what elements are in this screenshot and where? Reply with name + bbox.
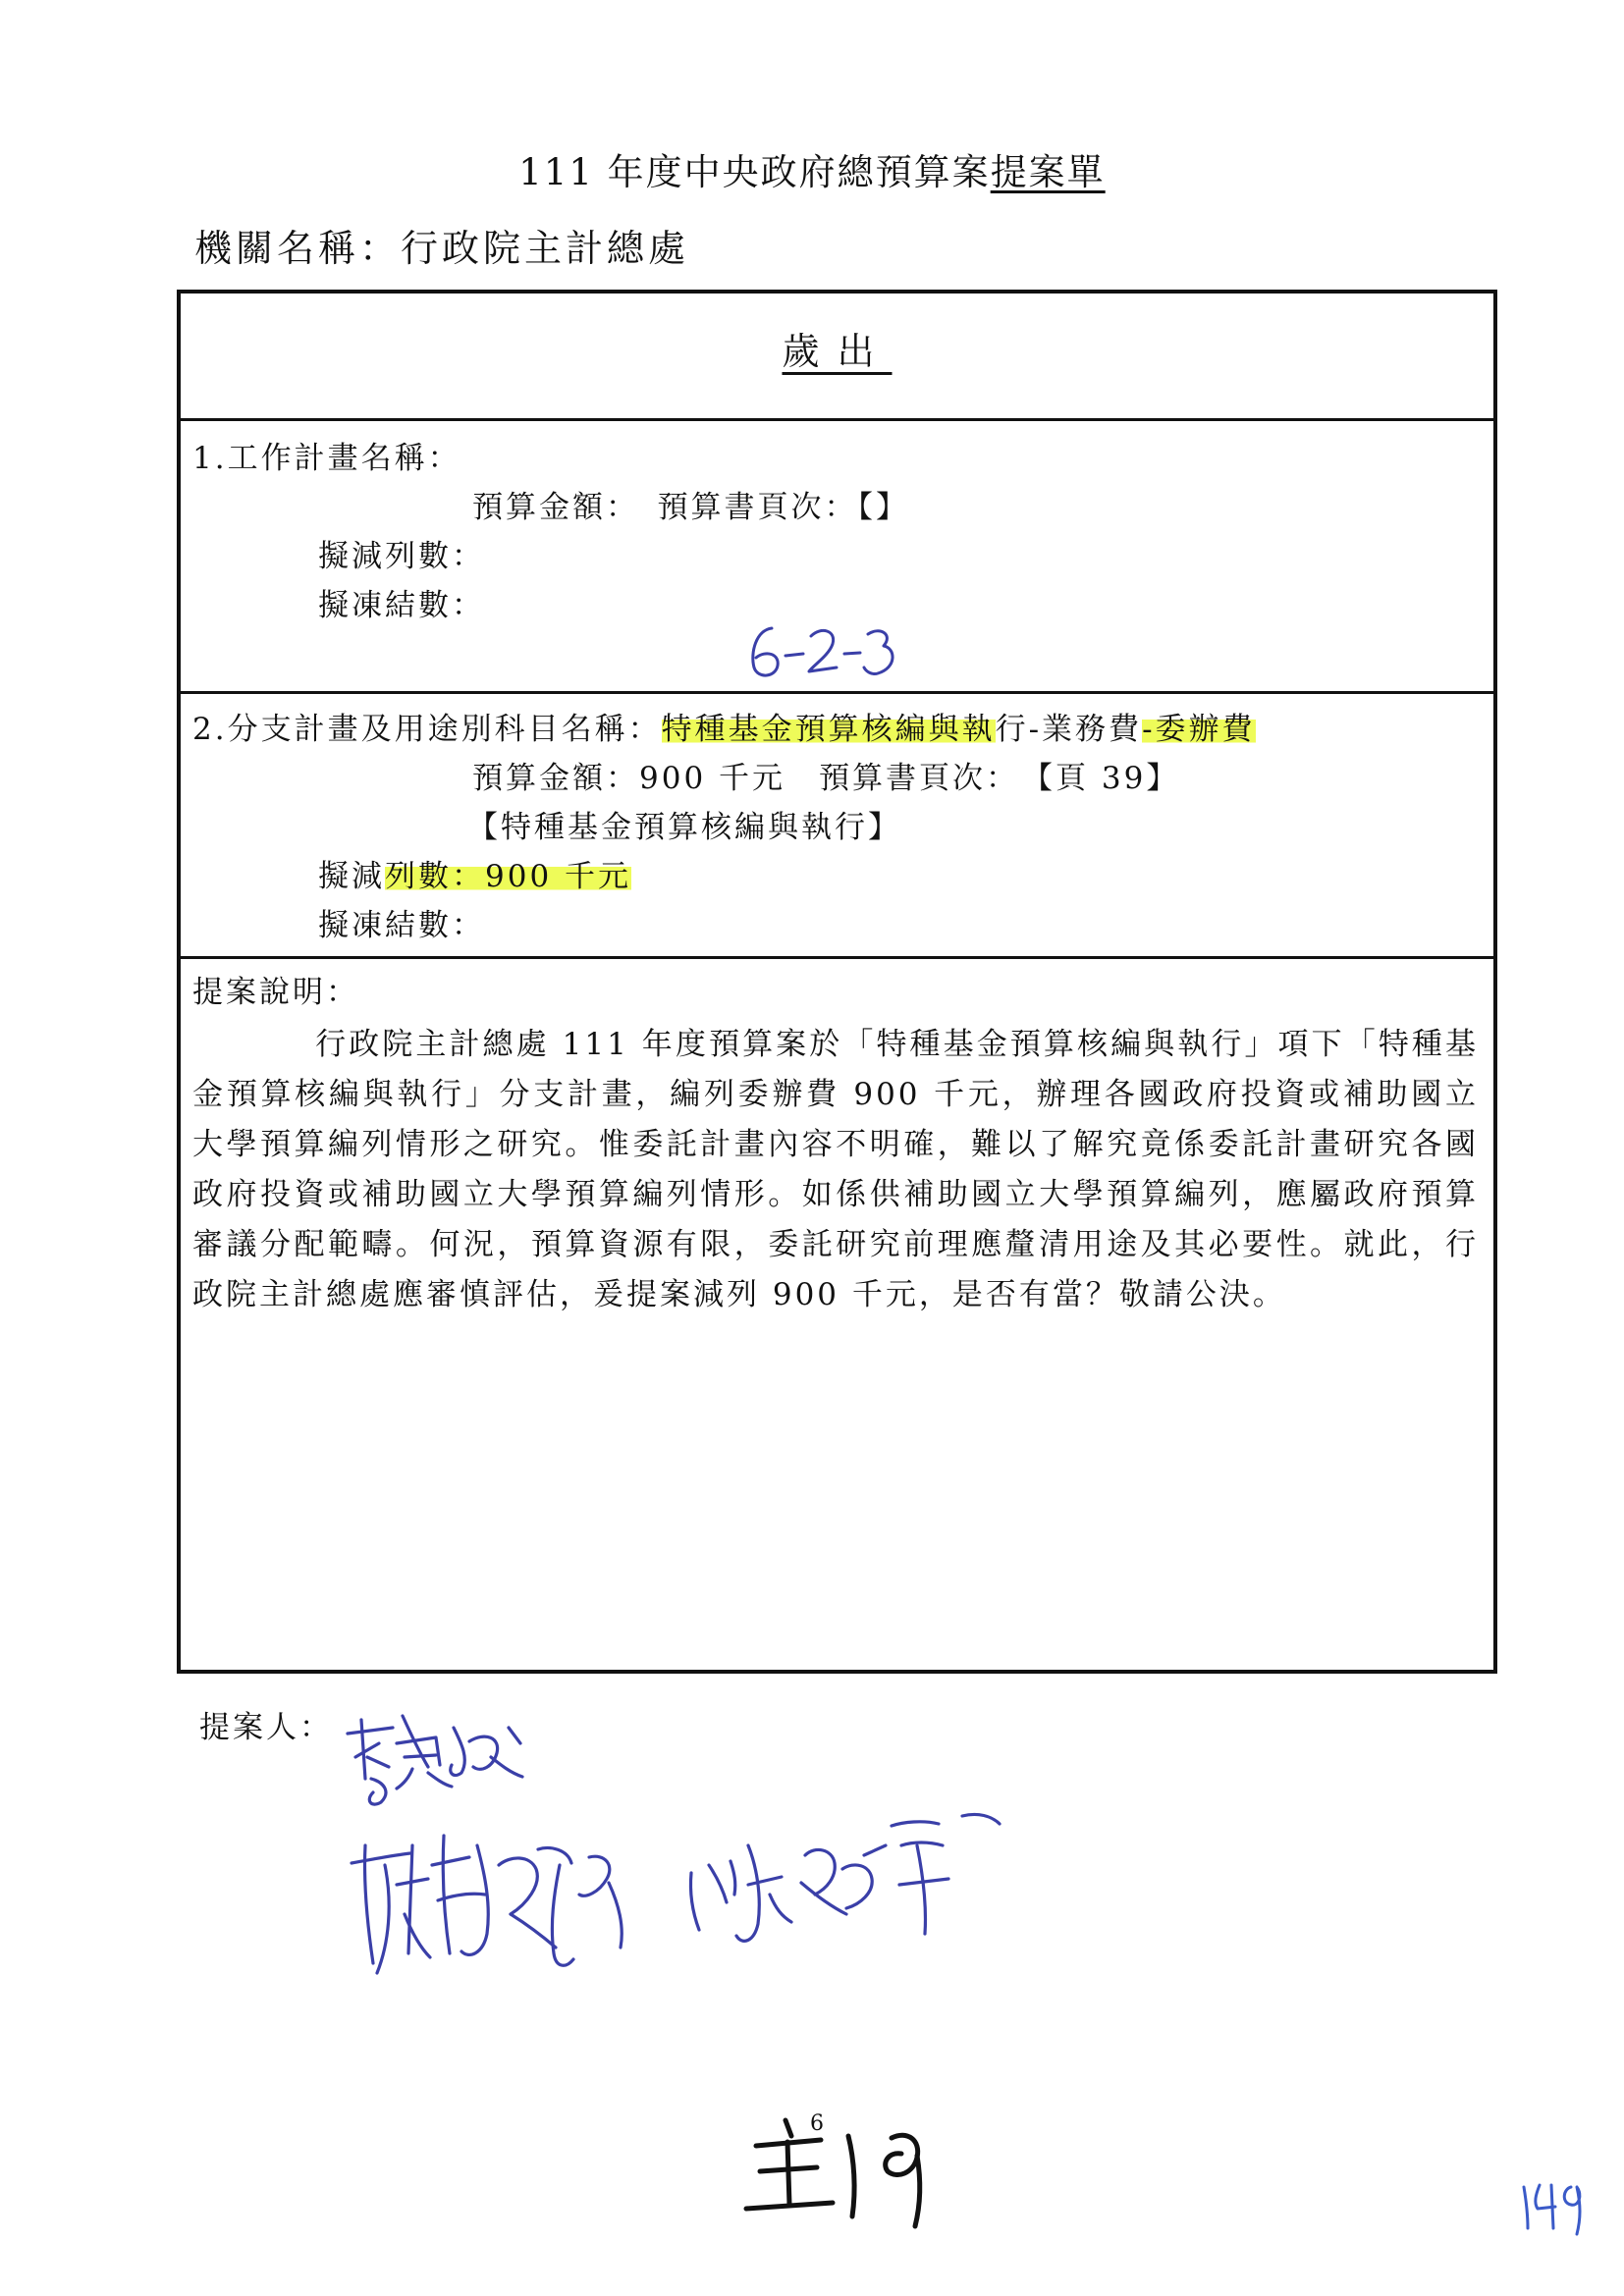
section2-reduce-amount: 列數：900 千元 bbox=[385, 859, 632, 894]
title-underlined: 提案單 bbox=[990, 151, 1106, 193]
section2-title bbox=[192, 704, 1256, 748]
signature-2 bbox=[352, 1836, 622, 1973]
handwritten-mark-zhu19 bbox=[746, 2120, 920, 2226]
signature-3 bbox=[690, 1814, 1000, 1941]
section1-freeze-line: 擬凍結數： bbox=[318, 588, 485, 623]
signature-1 bbox=[348, 1716, 522, 1804]
section-1 bbox=[181, 421, 1493, 694]
section2-title-prefix: 2.分支計畫及用途別科目名稱： bbox=[192, 712, 662, 747]
title-prefix: 111 年度中央政府總預算案 bbox=[518, 151, 991, 193]
section2-subplan-line: 【特種基金預算核編與執行】 bbox=[467, 810, 901, 845]
section2-budget-line: 預算金額：900 千元 預算書頁次： 【頁 39】 bbox=[472, 761, 1180, 796]
page-number: 6 bbox=[810, 2111, 824, 2136]
description-section bbox=[181, 959, 1493, 1674]
section2-reduce-line bbox=[318, 851, 631, 895]
section1-budget-line: 預算金額： 預算書頁次：【】 bbox=[472, 490, 909, 525]
section2-freeze-line: 擬凍結數： bbox=[318, 908, 485, 943]
form-header-row bbox=[181, 294, 1493, 421]
handwritten-mark-149 bbox=[1524, 2185, 1580, 2234]
section1-reduce-line: 擬減列數： bbox=[318, 539, 485, 574]
description-text: 行政院主計總處 111 年度預算案於「特種基金預算核編與執行」項下「特種基金預算核編與執行」分支計畫，編列委辦費 900 千元，辦理各國政府投資或補助國立大學預算編列情形之研究。惟委託計畫內容不明確，難以了解究竟係委託計畫研究各國政府投資或補助國立大學預算編列情形。如係供補助國立大學預算編列，應屬政府預算審議分配範疇。何況，預算資源有限，委託研究前理應釐清用途及其必要性。就此，行政院主計總處應審慎評估，爰提案減列 900 千元，是否有當？敬請公決。 bbox=[192, 1027, 1479, 1312]
section-2 bbox=[181, 694, 1493, 959]
proposer-label: 提案人： bbox=[199, 1710, 333, 1745]
section2-title-highlight-a: 特種基金預算核編與執 bbox=[661, 712, 996, 747]
proposal-form bbox=[177, 290, 1497, 1674]
section1-title: 1.工作計畫名稱： bbox=[192, 441, 461, 476]
description-label: 提案說明： bbox=[192, 975, 359, 1010]
section2-reduce-label: 擬減 bbox=[318, 859, 385, 894]
section2-title-highlight-b: -委辦費 bbox=[1142, 712, 1256, 747]
description-paragraph bbox=[192, 1020, 1479, 1320]
document-title bbox=[0, 142, 1624, 195]
agency-name: 機關名稱：行政院主計總處 bbox=[194, 227, 690, 270]
section2-title-middle: 行-業務費 bbox=[995, 712, 1143, 747]
expenditure-header: 歲出 bbox=[782, 330, 893, 373]
